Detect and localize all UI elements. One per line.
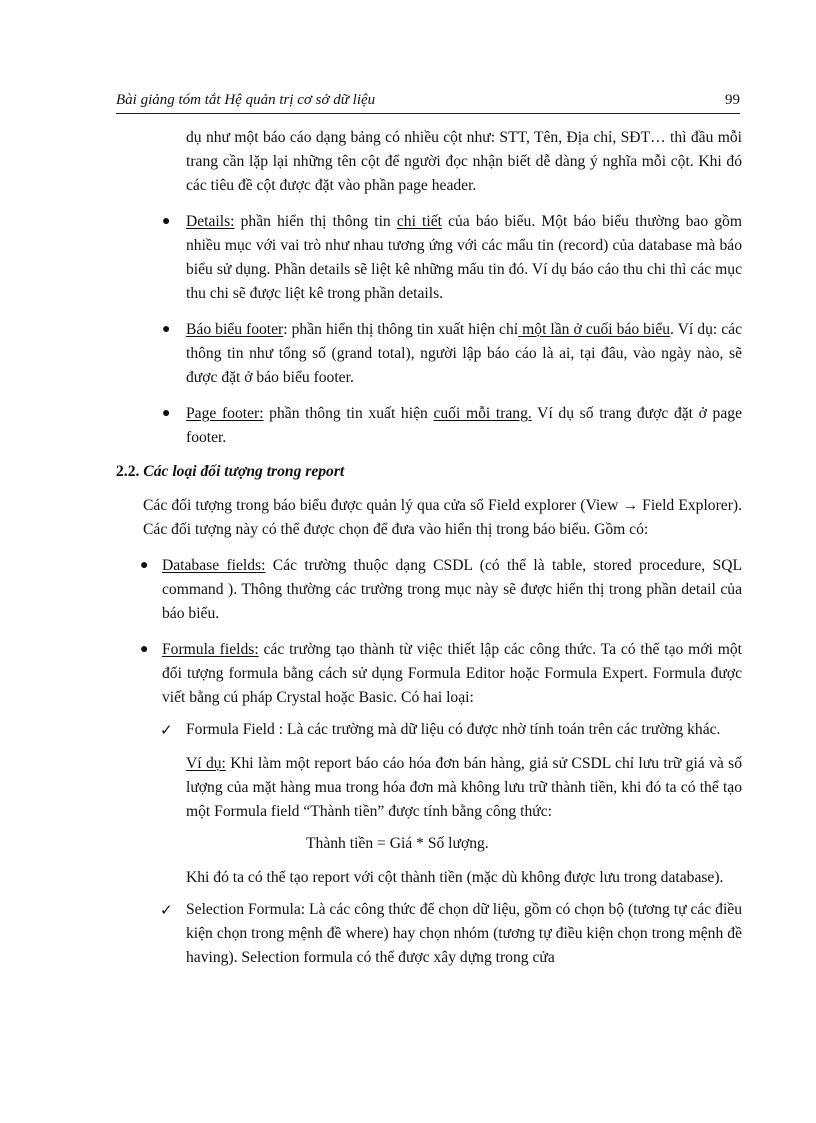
page-body: [0, 126, 816, 970]
bullet-underlined: một lần ở cuối báo biểu: [518, 321, 671, 338]
checkmark-icon: ✓: [160, 721, 173, 739]
page-number: 99: [725, 92, 740, 108]
bullet-report-footer: [162, 318, 742, 390]
section-heading: [116, 460, 742, 484]
header-rule: [116, 113, 740, 114]
bullet-term: Báo biểu footer: [186, 321, 284, 338]
bullet-formula-fields: [140, 638, 742, 710]
example-conclusion: Khi đó ta có thể tạo report với cột thành tiền (mặc dù không được lưu trong database).: [186, 869, 724, 886]
bullet-dot-icon: ●: [140, 642, 149, 657]
header-title: Bài giảng tóm tắt Hệ quản trị cơ sở dữ liệu: [116, 92, 376, 108]
bullet-text: Details: phần hiển thị thông tin chi tiết của báo biểu. Một báo biểu thường bao gồm nhiều mục với vai trò như nhau tương ứng với các mẩu tin (record) của database mà báo biểu sử dụng. Phần details sẽ liệt kê những mẩu tin đó. Ví dụ báo cáo thu chi thì các mục thu chi sẽ được liệt kê trong phần details.: [186, 213, 742, 302]
check-text: Formula Field : Là các trường mà dữ liệu có được nhờ tính toán trên các trường khác.: [186, 721, 721, 738]
bullet-term: Database fields:: [162, 557, 266, 574]
bullet-text: Formula fields: các trường tạo thành từ việc thiết lập các công thức. Ta có thể tạo mới một đối tượng formula bằng cách sử dụng Formula Editor hoặc Formula Expert. Formula được viết bằng cú pháp Crystal hoặc Basic. Có hai loại:: [162, 641, 742, 706]
bullet-dot-icon: ●: [162, 214, 171, 229]
bullet-dot-icon: ●: [162, 406, 171, 421]
continued-paragraph: dụ như một báo cáo dạng bảng có nhiều cột như: STT, Tên, Địa chỉ, SĐT… thì đầu mỗi trang cần lặp lại những tên cột để người đọc nhận biết dễ dàng ý nghĩa mỗi cột. Khi đó các tiêu đề cột được đặt vào phần page header.: [186, 129, 742, 194]
check-formula-field: [160, 718, 742, 742]
bullet-text: Báo biểu footer: phần hiển thị thông tin xuất hiện chỉ một lần ở cuối báo biểu. Ví dụ: các thông tin như tổng số (grand total), người lập báo cáo là ai, tại đâu, vào ngày nào, sẽ được đặt ở báo biểu footer.: [186, 321, 742, 386]
check-selection-formula: [160, 898, 742, 970]
bullet-term: Details:: [186, 213, 235, 230]
bullet-page-footer: [162, 402, 742, 450]
bullet-term: Page footer:: [186, 405, 264, 422]
bullet-underlined: chi tiết: [396, 213, 442, 230]
check-text: Selection Formula: Là các công thức để chọn dữ liệu, gồm có chọn bộ (tương tự các điều kiện chọn trong mệnh đề where) hay chọn nhóm (tương tự điều kiện chọn trong mệnh đề having). Selection formula có thể được xây dựng trong cửa: [186, 901, 742, 966]
bullet-dot-icon: ●: [140, 558, 149, 573]
bullet-underlined: cuối mỗi trang.: [433, 405, 532, 422]
section-title: Các loại đối tượng trong report: [143, 463, 345, 480]
section-number: 2.2.: [116, 463, 140, 480]
bullet-text: Database fields: Các trường thuộc dạng CSDL (có thể là table, stored procedure, SQL command ). Thông thường các trường trong mục này sẽ được hiển thị trong phần detail của báo biểu.: [162, 557, 742, 622]
bullet-term: Formula fields:: [162, 641, 259, 658]
bullet-text: Page footer: phần thông tin xuất hiện cuối mỗi trang. Ví dụ số trang được đặt ở page footer.: [186, 405, 742, 446]
example-label: Ví dụ:: [186, 755, 226, 772]
example-paragraph: Ví dụ: Khi làm một report báo cáo hóa đơn bán hàng, giả sử CSDL chỉ lưu trữ giá và số lượng của mặt hàng mua trong hóa đơn mà không lưu trữ thành tiền, khi đó ta có thể tạo một Formula field “Thành tiền” được tính bằng công thức:: [186, 755, 743, 820]
bullet-dot-icon: ●: [162, 322, 171, 337]
checkmark-icon: ✓: [160, 901, 173, 919]
bullet-details: [162, 210, 742, 306]
formula-line: Thành tiền = Giá * Số lượng.: [306, 835, 489, 852]
bullet-database-fields: [140, 554, 742, 626]
section-intro: Các đối tượng trong báo biểu được quản lý qua cửa sổ Field explorer (View → Field Explorer). Các đối tượng này có thể được chọn để đưa vào hiển thị trong báo biểu. Gồm có:: [143, 497, 742, 538]
running-header: [116, 92, 740, 109]
